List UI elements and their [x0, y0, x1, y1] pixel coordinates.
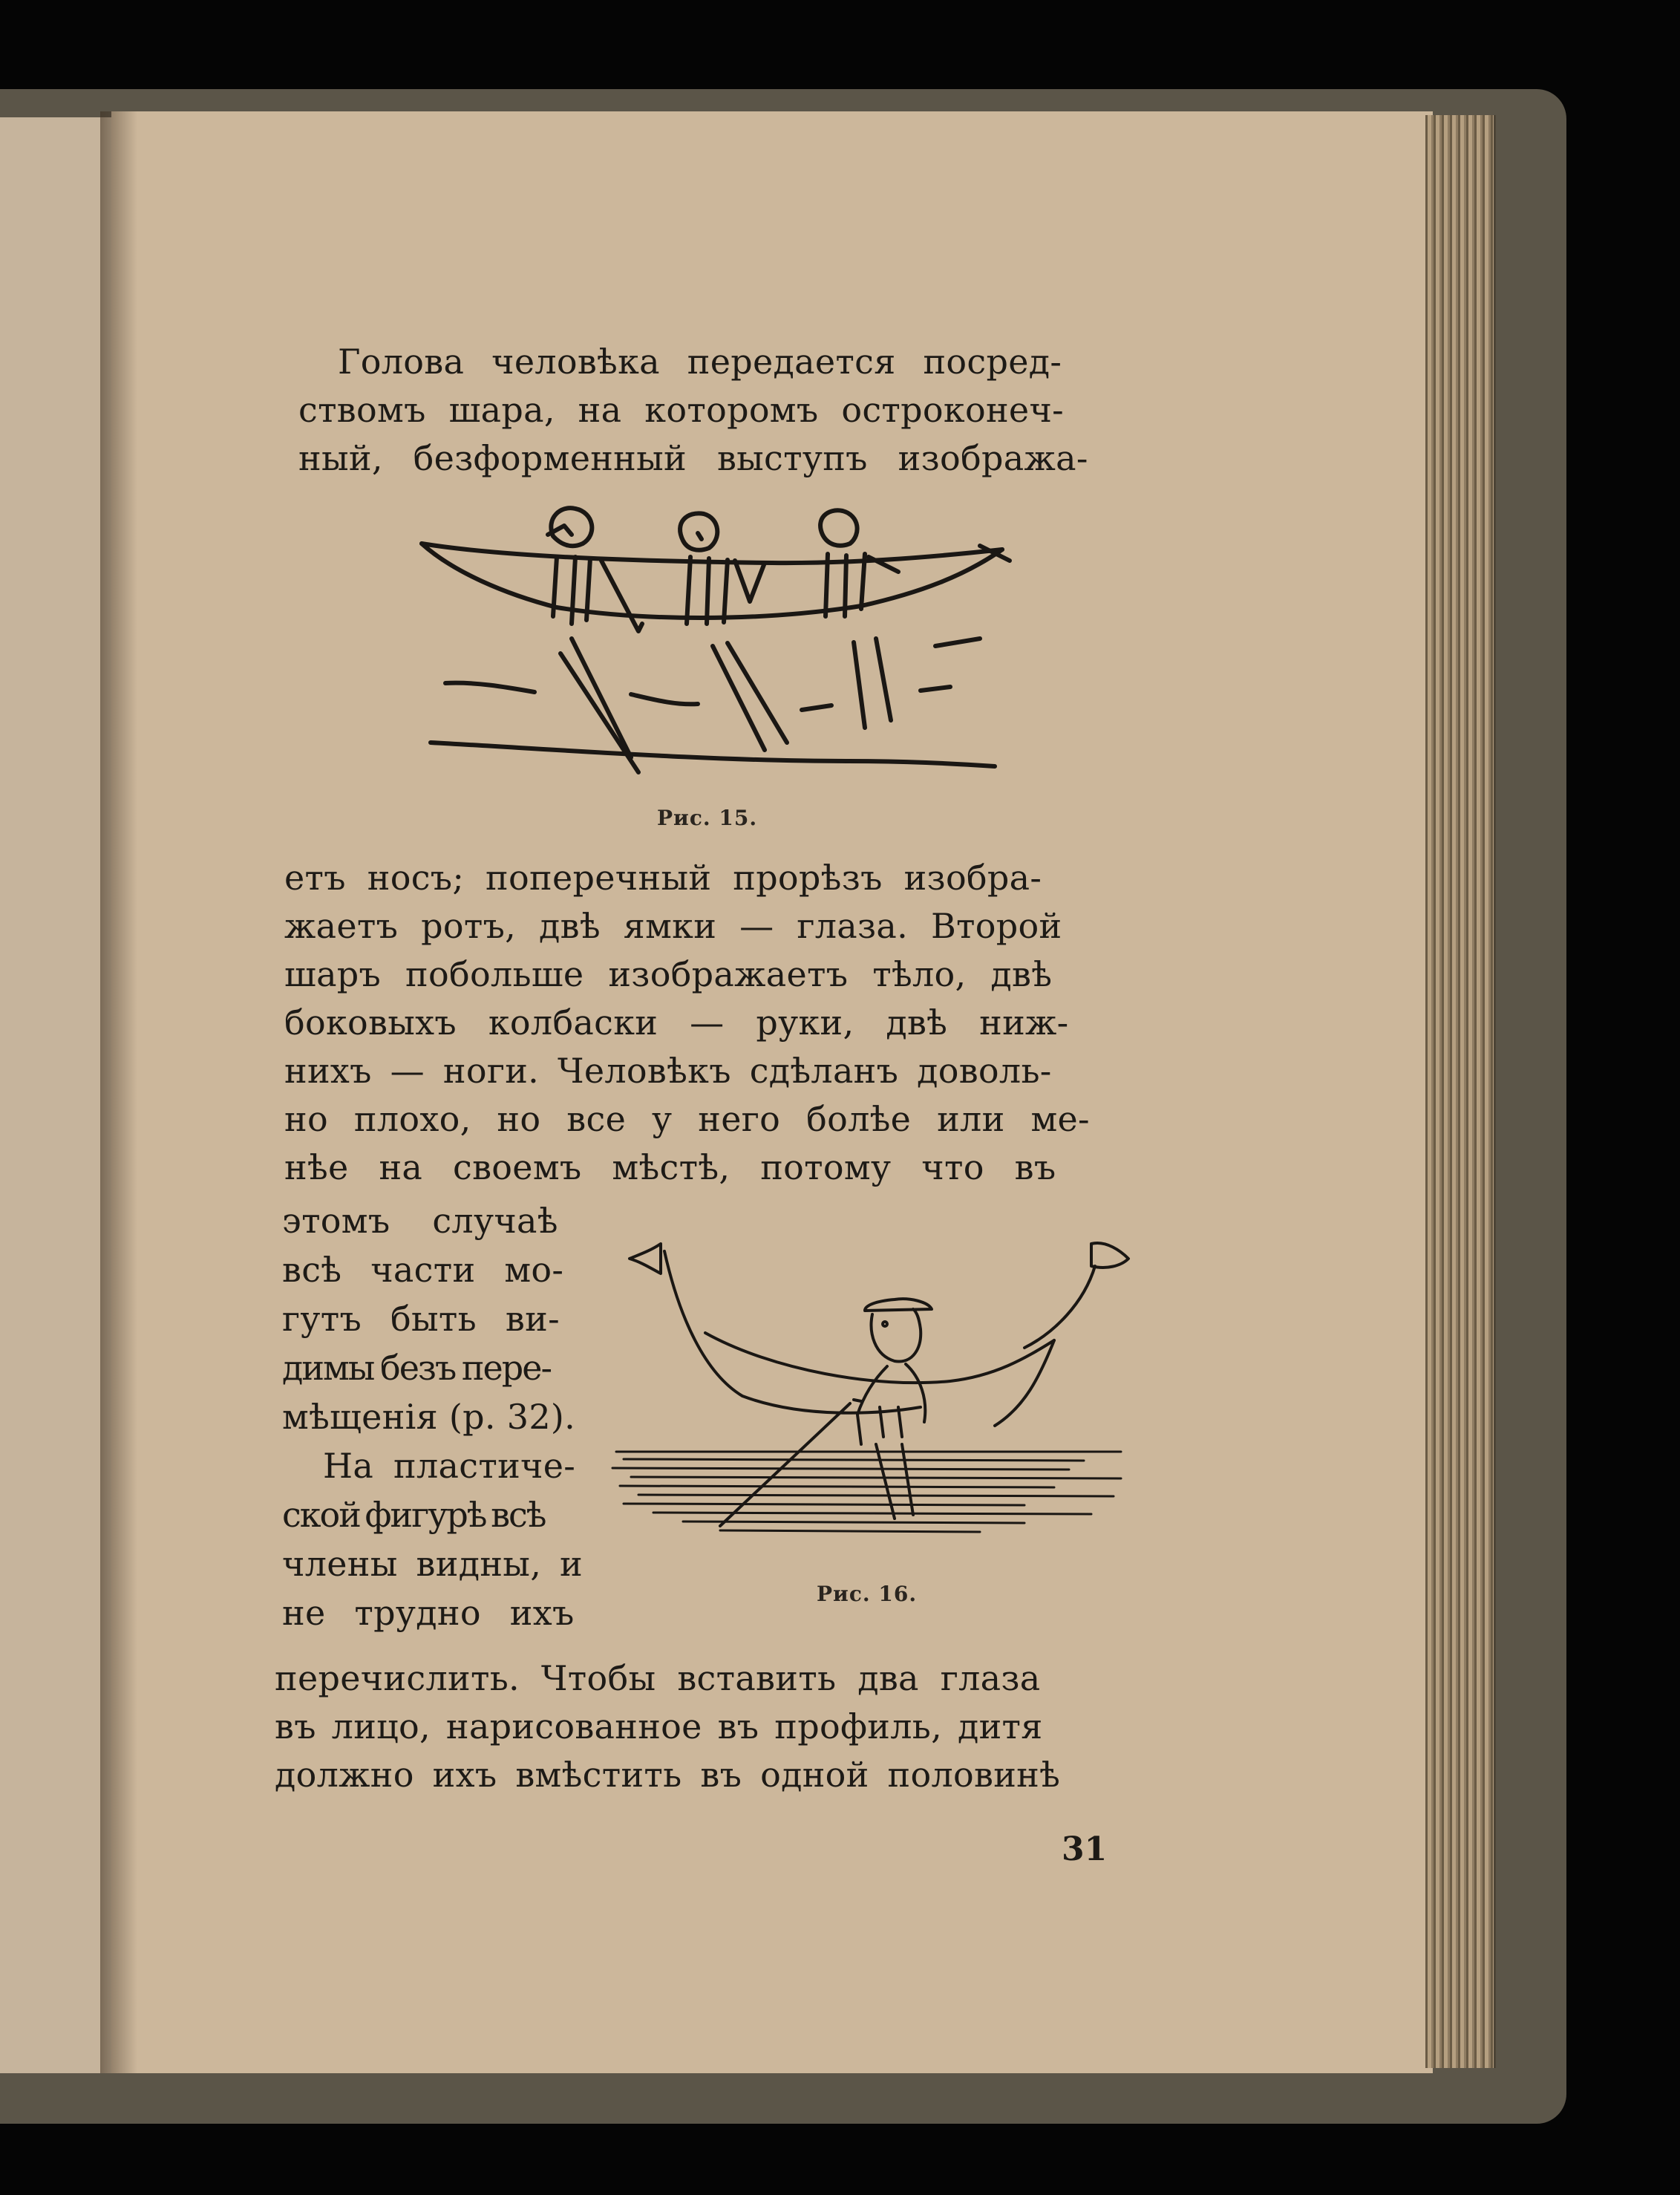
text-line: ской фигурѣ всѣ: [282, 1495, 546, 1535]
text-line: нѣе на своемъ мѣстѣ, потому что въ: [284, 1147, 1056, 1187]
figure-16-caption: Рис. 16.: [817, 1582, 918, 1606]
text-line: гутъ быть ви-: [282, 1299, 560, 1339]
text-line: етъ носъ; поперечный прорѣзъ изобра-: [284, 858, 1042, 898]
text-line: ствомъ шара, на которомъ остроконеч-: [298, 390, 1065, 430]
text-line: перечислить. Чтобы вставить два глаза: [275, 1658, 1041, 1698]
text-line: мѣщенія (р. 32).: [282, 1397, 576, 1437]
text-line: должно ихъ вмѣстить въ одной половинѣ: [275, 1755, 1061, 1795]
text-line: не трудно ихъ: [282, 1593, 575, 1633]
page-edges: [1425, 115, 1496, 2068]
figure-15-drawing: [416, 505, 1010, 787]
spine-shadow: [100, 111, 137, 2073]
page-number: 31: [1062, 1830, 1108, 1868]
text-line: этомъ случаѣ: [282, 1201, 558, 1241]
text-line: въ лицо, нарисованное въ профиль, дитя: [275, 1706, 1043, 1746]
text-line: нихъ — ноги. Человѣкъ сдѣланъ доволь-: [284, 1051, 1052, 1091]
text-line: всѣ части мо-: [282, 1250, 564, 1290]
text-line: ный, безформенный выступъ изобража-: [298, 438, 1088, 478]
text-line: На пластиче-: [323, 1446, 576, 1486]
text-line: члены видны, и: [282, 1544, 584, 1584]
text-line: димы безъ пере-: [282, 1348, 551, 1388]
text-line: жаетъ ротъ, двѣ ямки — глаза. Второй: [284, 906, 1062, 946]
text-line: но плохо, но все у него болѣе или ме-: [284, 1099, 1090, 1139]
left-page-edge: [0, 117, 114, 2073]
figure-15-caption: Рис. 15.: [657, 806, 758, 830]
text-line: Голова человѣка передается посред-: [338, 342, 1062, 382]
text-line: шаръ побольше изображаетъ тѣло, двѣ: [284, 954, 1053, 994]
text-line: боковыхъ колбаски — руки, двѣ ниж-: [284, 1002, 1069, 1043]
figure-16-drawing: [609, 1229, 1143, 1556]
